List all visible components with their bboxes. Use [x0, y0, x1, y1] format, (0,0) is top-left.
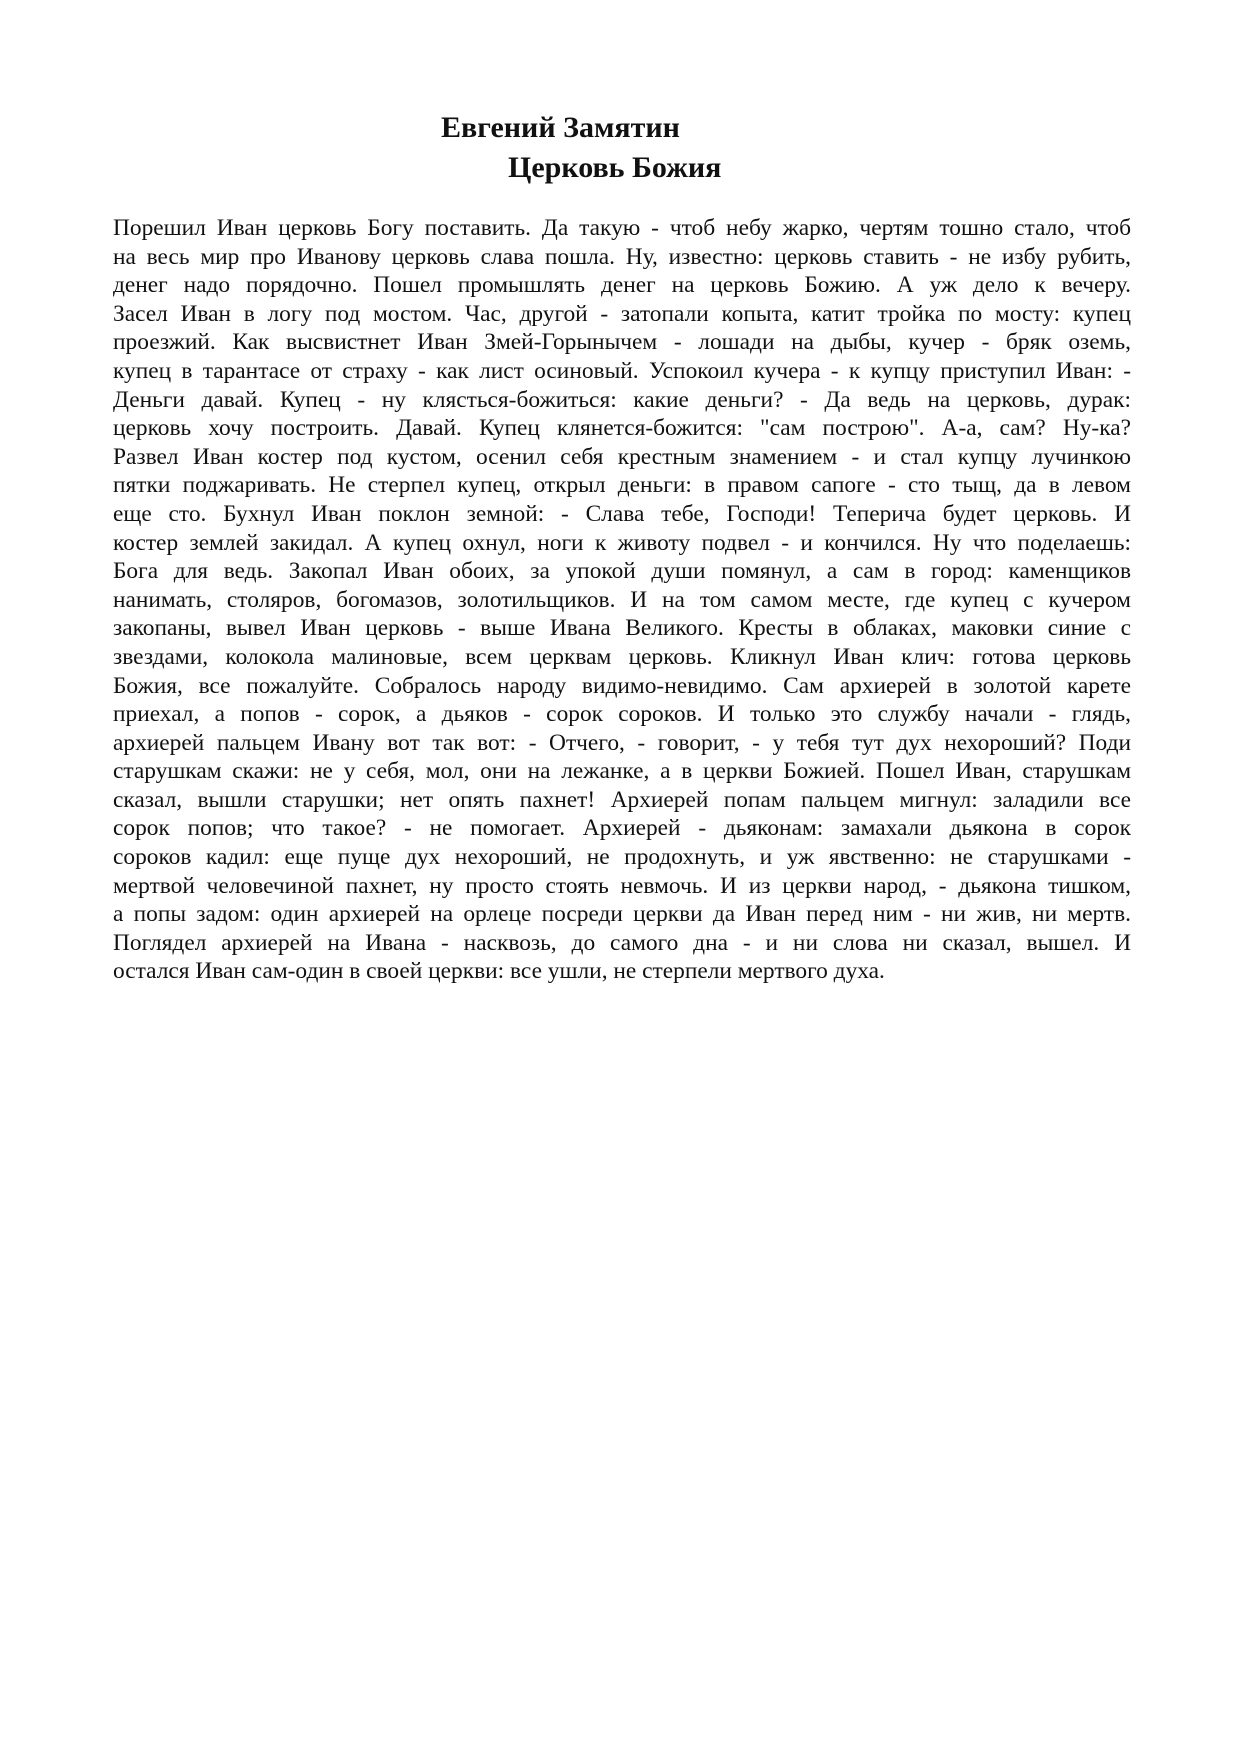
text-line: пятки поджаривать. Не стерпел купец, открыл деньги: в правом сапоге - сто тыщ, да в левом	[113, 472, 1131, 499]
text-line: денег надо порядочно. Пошел промышлять денег на церковь Божию. А уж дело к вечеру.	[113, 272, 1131, 299]
text-line: Божия, все пожалуйте. Собралось народу видимо-невидимо. Сам архиерей в золотой карете	[113, 672, 1131, 699]
text-line: Засел Иван в логу под мостом. Час, другой - затопали копыта, катит тройка по мосту: купец	[113, 300, 1131, 327]
text-line: Бога для ведь. Закопал Иван обоих, за упокой души помянул, а сам в город: каменщиков	[113, 558, 1131, 585]
text-line: архиерей пальцем Ивану вот так вот: - Отчего, - говорит, - у тебя тут дух нехороший? Поди	[113, 729, 1131, 756]
story-title: Церковь Божия	[508, 151, 722, 184]
text-line: приехал, а попов - сорок, а дьяков - сорок сороков. И только это службу начали - глядь,	[113, 701, 1131, 728]
text-line: на весь мир про Иванову церковь слава пошла. Ну, известно: церковь ставить - не избу рубить,	[113, 243, 1131, 270]
text-line: проезжий. Как высвистнет Иван Змей-Горынычем - лошади на дыбы, кучер - бряк оземь,	[113, 329, 1131, 356]
story-text	[113, 214, 1131, 986]
text-line: звездами, колокола малиновые, всем церквам церковь. Кликнул Иван клич: готова церковь	[113, 643, 1131, 670]
text-line: сказал, вышли старушки; нет опять пахнет! Архиерей попам пальцем мигнул: заладили все	[113, 786, 1131, 813]
text-line: Деньги давай. Купец - ну клясться-божиться: какие деньги? - Да ведь на церковь, дурак:	[113, 386, 1131, 413]
text-line: Поглядел архиерей на Ивана - насквозь, до самого дна - и ни слова ни сказал, вышел. И	[113, 929, 1131, 956]
text-line: купец в тарантасе от страху - как лист осиновый. Успокоил кучера - к купцу приступил Иван: -	[113, 357, 1131, 384]
text-line: Порешил Иван церковь Богу поставить. Да такую - чтоб небу жарко, чертям тошно стало, чтоб	[113, 215, 1131, 241]
author-name: Евгений Замятин	[441, 111, 680, 144]
text-line: сороков кадил: еще пуще дух нехороший, не продохнуть, и уж явственно: не старушками -	[113, 844, 1131, 871]
text-line: закопаны, вывел Иван церковь - выше Ивана Великого. Кресты в облаках, маковки синие с	[113, 615, 1131, 642]
text-line: а попы задом: один архиерей на орлеце посреди церкви да Иван перед ним - ни жив, ни мертв.	[113, 901, 1131, 928]
text-line: старушкам скажи: не у себя, мол, они на лежанке, а в церкви Божией. Пошел Иван, старушкам	[113, 758, 1131, 785]
text-line: нанимать, столяров, богомазов, золотильщиков. И на том самом месте, где купец с кучером	[113, 586, 1131, 613]
text-line: сорок попов; что такое? - не помогает. Архиерей - дьяконам: замахали дьякона в сорок	[113, 815, 1131, 842]
text-line: остался Иван сам-один в своей церкви: все ушли, не стерпели мертвого духа.	[113, 958, 885, 985]
text-line: костер землей закидал. А купец охнул, ноги к животу подвел - и кончился. Ну что поделаешь:	[113, 529, 1131, 556]
text-line: Развел Иван костер под кустом, осенил себя крестным знамением - и стал купцу лучинкою	[113, 443, 1131, 470]
text-line: церковь хочу построить. Давай. Купец клянется-божится: "сам построю". А-а, сам? Ну-ка?	[113, 415, 1131, 442]
text-line: еще сто. Бухнул Иван поклон земной: - Слава тебе, Господи! Теперича будет церковь. И	[113, 500, 1131, 527]
text-line: мертвой человечиной пахнет, ну просто стоять невмочь. И из церкви народ, - дьякона тишком,	[113, 872, 1131, 899]
